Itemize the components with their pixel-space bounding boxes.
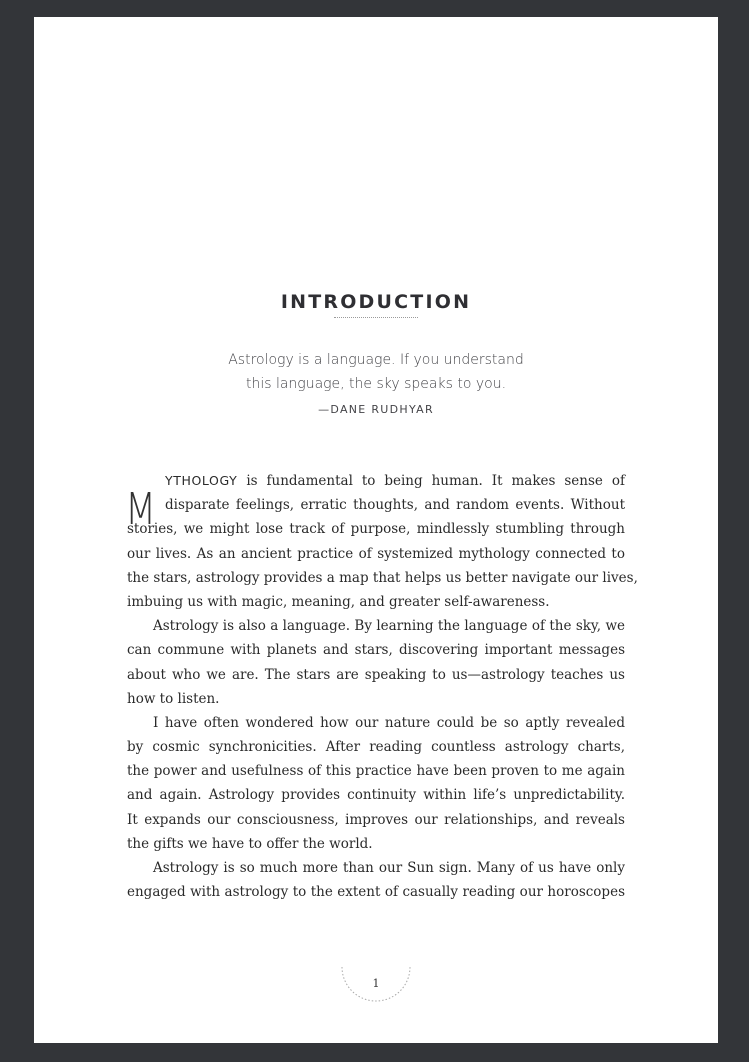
title-divider <box>334 317 418 318</box>
paragraph-line: can commune with planets and stars, discovering important messages <box>127 642 625 659</box>
paragraph-line: Astrology is also a language. By learning the language of the sky, we <box>153 618 625 635</box>
epigraph-attribution: —DANE RUDHYAR <box>318 403 434 416</box>
paragraph-line: disparate feelings, erratic thoughts, and random events. Without <box>165 497 625 514</box>
paragraph-line: Astrology is so much more than our Sun sign. Many of us have only <box>153 860 625 876</box>
paragraph-line: the stars, astrology provides a map that helps us better navigate our lives, <box>127 569 638 586</box>
paragraph-line: how to listen. <box>127 690 220 707</box>
epigraph-line: this language, the sky speaks to you. <box>245 376 507 392</box>
paragraph-line: I have often wondered how our nature could be so aptly revealed <box>153 714 625 731</box>
book-page <box>34 17 718 1043</box>
page-number: 1 <box>372 977 380 990</box>
paragraph-line: It expands our consciousness, improves our relationships, and reveals <box>127 811 625 828</box>
paragraph-line: stories, we might lose track of purpose, mindlessly stumbling through <box>127 521 625 538</box>
epigraph <box>34 348 718 396</box>
paragraph-line: engaged with astrology to the extent of casually reading our horoscopes <box>127 884 625 901</box>
body-text <box>125 469 638 904</box>
chapter-title: INTRODUCTION <box>280 291 472 313</box>
paragraph-line: imbuing us with magic, meaning, and greater self-awareness. <box>127 593 550 610</box>
paragraph-line: the power and usefulness of this practice have been proven to me again <box>127 763 625 780</box>
paragraph-line: the gifts we have to offer the world. <box>127 835 373 852</box>
lead-in-smallcaps: YTHOLOGY <box>165 473 238 488</box>
drop-cap: M <box>125 484 157 535</box>
paragraph-line: by cosmic synchronicities. After reading countless astrology charts, <box>127 739 625 756</box>
paragraph-line: about who we are. The stars are speaking to us—astrology teaches us <box>127 666 625 683</box>
epigraph-line: Astrology is a language. If you understand <box>228 352 524 368</box>
paragraph-line: YTHOLOGY is fundamental to being human. It makes sense of <box>165 473 625 489</box>
paragraph-line: and again. Astrology provides continuity within life’s unpredictability. <box>127 787 625 804</box>
paragraph-line: our lives. As an ancient practice of systemized mythology connected to <box>127 545 625 562</box>
